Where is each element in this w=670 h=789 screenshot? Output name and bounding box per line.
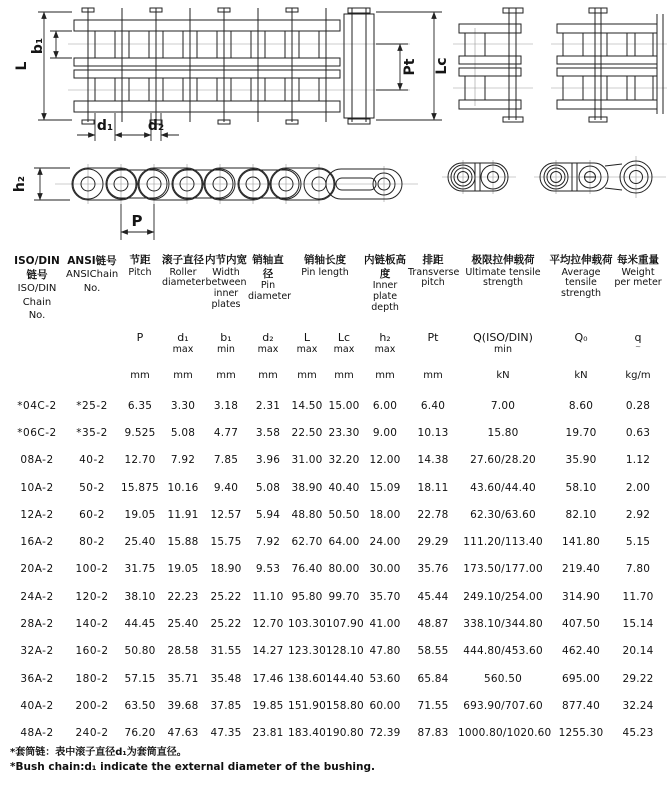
- cell: 32A-2: [20, 645, 54, 658]
- dim-label-P: P: [131, 212, 143, 230]
- cell: 15.80: [487, 426, 519, 439]
- symbol-pin-diameter: d₂ max: [257, 331, 279, 355]
- cell: 3.58: [255, 426, 281, 439]
- symbol-ultimate-strength: Q(ISO/DIN) min: [473, 331, 533, 355]
- col-header-inner-plate-depth: 内链板高度 Inner plate depth: [364, 254, 407, 313]
- cell: 19.05: [167, 563, 199, 576]
- symbol-average-strength: Q₀: [574, 331, 588, 344]
- cell: 9.00: [372, 426, 398, 439]
- cell: 240-2: [75, 727, 109, 740]
- cell: 27.60/28.20: [470, 454, 536, 467]
- cell: 141.80: [562, 536, 600, 549]
- cell: 8.60: [568, 399, 594, 412]
- cell: 200-2: [75, 699, 109, 712]
- cell: 40.40: [328, 481, 360, 494]
- unit-pin-length-L: mm: [297, 370, 317, 381]
- table-row: [8, 447, 662, 474]
- table-row: [8, 501, 662, 528]
- cell: 72.39: [369, 727, 401, 740]
- cell: 462.40: [562, 645, 600, 658]
- cell: 60-2: [79, 508, 105, 521]
- cell: 44.45: [124, 618, 156, 631]
- cell: 12.00: [369, 454, 401, 467]
- cell: 3.18: [213, 399, 239, 412]
- symbol-roller-diameter: d₁ max: [172, 331, 194, 355]
- cell: 41.00: [369, 618, 401, 631]
- col-header-average-tensile-strength: 平均拉伸载荷 Average tensile strength: [549, 254, 613, 299]
- cell: 144.40: [326, 672, 364, 685]
- cell: 9.40: [213, 481, 239, 494]
- cell: 58.55: [417, 645, 449, 658]
- cell: 4.77: [213, 426, 239, 439]
- cell: 107.90: [326, 618, 364, 631]
- cell: 38.90: [291, 481, 323, 494]
- cell: 22.50: [291, 426, 323, 439]
- cell: 6.35: [127, 399, 153, 412]
- unit-pitch: mm: [130, 370, 150, 381]
- table-row: [8, 556, 662, 583]
- cell: 219.40: [562, 563, 600, 576]
- cell: 25.22: [210, 618, 242, 631]
- cell: 140-2: [75, 618, 109, 631]
- cell: 15.00: [328, 399, 360, 412]
- cell: 15.09: [369, 481, 401, 494]
- cell: 1.12: [625, 454, 651, 467]
- cell: 7.92: [255, 536, 281, 549]
- cell: 158.80: [326, 699, 364, 712]
- cell: 47.35: [210, 727, 242, 740]
- table-row: [8, 692, 662, 719]
- cell: 10A-2: [20, 481, 54, 494]
- cell: 183.40: [288, 727, 326, 740]
- cell: 19.70: [565, 426, 597, 439]
- cell: 877.40: [562, 699, 600, 712]
- cell: 3.96: [255, 454, 281, 467]
- cell: 60.00: [369, 699, 401, 712]
- cell: 9.53: [255, 563, 281, 576]
- cell: 0.28: [625, 399, 651, 412]
- cell: 444.80/453.60: [463, 645, 543, 658]
- cell: 32.24: [622, 699, 654, 712]
- cell: 31.55: [210, 645, 242, 658]
- col-header-iso-chain-no: ISO/DIN 链号 ISO/DIN Chain No.: [14, 255, 60, 322]
- cell: 48.80: [291, 508, 323, 521]
- cell: 25.40: [124, 536, 156, 549]
- cell: 11.70: [622, 590, 654, 603]
- cell: 693.90/707.60: [463, 699, 543, 712]
- cell: 2.31: [255, 399, 281, 412]
- cell: 12.70: [252, 618, 284, 631]
- cell: 35.71: [167, 672, 199, 685]
- cell: *35-2: [76, 426, 108, 439]
- cell: 151.90: [288, 699, 326, 712]
- cell: 35.90: [565, 454, 597, 467]
- connecting-link-section-diagrams: [445, 0, 670, 148]
- table-body: [8, 392, 662, 747]
- col-header-pin-diameter: 销轴直径 Pin diameter: [248, 254, 292, 302]
- symbol-weight: q ~: [634, 331, 642, 351]
- cell: 35.48: [210, 672, 242, 685]
- chain-spec-table: [8, 252, 662, 747]
- cell: 62.30/63.60: [470, 508, 536, 521]
- cell: 17.46: [252, 672, 284, 685]
- cell: 24A-2: [20, 590, 54, 603]
- cell: 28.58: [167, 645, 199, 658]
- cell: 35.76: [417, 563, 449, 576]
- col-header-roller-diameter: 滚子直径 Roller diameter: [162, 254, 206, 289]
- cell: 18.11: [417, 481, 449, 494]
- dim-label-L: L: [14, 61, 30, 71]
- cell: 173.50/177.00: [463, 563, 543, 576]
- cell: 11.10: [252, 590, 284, 603]
- cell: 103.30: [288, 618, 326, 631]
- unit-inner-plate-depth: mm: [375, 370, 395, 381]
- symbol-inner-width: b₁ min: [217, 331, 235, 355]
- dim-label-d1: d₁: [96, 118, 114, 134]
- col-header-pitch: 节距 Pitch: [128, 254, 152, 278]
- cell: 2.92: [625, 508, 651, 521]
- unit-roller-diameter: mm: [173, 370, 193, 381]
- cell: 128.10: [326, 645, 364, 658]
- cell: 100-2: [75, 563, 109, 576]
- cell: 47.63: [167, 727, 199, 740]
- cell: 190.80: [326, 727, 364, 740]
- cell: 31.75: [124, 563, 156, 576]
- table-row: [8, 528, 662, 555]
- table-row: [8, 392, 662, 419]
- cell: 138.60: [288, 672, 326, 685]
- col-header-weight-per-meter: 每米重量 Weight per meter: [614, 254, 662, 289]
- table-row: [8, 638, 662, 665]
- cell: 36A-2: [20, 672, 54, 685]
- cell: 28A-2: [20, 618, 54, 631]
- table-header: [8, 252, 662, 392]
- cell: 53.60: [369, 672, 401, 685]
- symbol-pin-length-L: L max: [296, 331, 318, 355]
- cell: 18.00: [369, 508, 401, 521]
- cell: 40A-2: [20, 699, 54, 712]
- cell: 58.10: [565, 481, 597, 494]
- cell: 23.81: [252, 727, 284, 740]
- cell: 45.44: [417, 590, 449, 603]
- cell: 6.00: [372, 399, 398, 412]
- table-row: [8, 419, 662, 446]
- cell: 95.80: [291, 590, 323, 603]
- cell: 76.20: [124, 727, 156, 740]
- table-row: [8, 665, 662, 692]
- cell: 5.94: [255, 508, 281, 521]
- cell: 120-2: [75, 590, 109, 603]
- cell: 87.83: [417, 727, 449, 740]
- cell: 64.00: [328, 536, 360, 549]
- cell: 249.10/254.00: [463, 590, 543, 603]
- cell: 38.10: [124, 590, 156, 603]
- cell: 82.10: [565, 508, 597, 521]
- cell: 6.40: [420, 399, 446, 412]
- cell: 29.29: [417, 536, 449, 549]
- cell: 5.08: [255, 481, 281, 494]
- cell: 63.50: [124, 699, 156, 712]
- footnote-chinese: *套筒链：表中滚子直径d₁为套筒直径。: [10, 747, 187, 758]
- table-row: [8, 583, 662, 610]
- cell: 20A-2: [20, 563, 54, 576]
- footnotes: [10, 746, 375, 774]
- symbol-transverse-pitch: Pt: [427, 331, 439, 344]
- chain-side-view-diagram: [0, 142, 445, 252]
- cell: 7.85: [213, 454, 239, 467]
- cell: *06C-2: [17, 426, 57, 439]
- cell: 80.00: [328, 563, 360, 576]
- cell: 24.00: [369, 536, 401, 549]
- cell: 50-2: [79, 481, 105, 494]
- cell: 10.13: [417, 426, 449, 439]
- cell: 15.75: [210, 536, 242, 549]
- cell: 3.30: [170, 399, 196, 412]
- cell: 23.30: [328, 426, 360, 439]
- table-row: [8, 610, 662, 637]
- cell: 7.92: [170, 454, 196, 467]
- cell: 31.00: [291, 454, 323, 467]
- dim-label-h2: h₂: [12, 175, 28, 193]
- unit-inner-width: mm: [216, 370, 236, 381]
- cell: 39.68: [167, 699, 199, 712]
- cell: 14.38: [417, 454, 449, 467]
- cell: 18.90: [210, 563, 242, 576]
- cell: 15.88: [167, 536, 199, 549]
- cell: 35.70: [369, 590, 401, 603]
- cell: 45.23: [622, 727, 654, 740]
- cell: 47.80: [369, 645, 401, 658]
- unit-pin-diameter: mm: [258, 370, 278, 381]
- cell: 7.00: [490, 399, 516, 412]
- dim-label-b1: b₁: [30, 37, 46, 55]
- symbol-pitch: P: [136, 331, 144, 344]
- footnote-english: *Bush chain:d₁ indicate the external diameter of the bushing.: [10, 760, 376, 773]
- unit-ultimate-strength: kN: [496, 370, 510, 381]
- cell: 20.14: [622, 645, 654, 658]
- cell: 15.875: [121, 481, 159, 494]
- cell: 65.84: [417, 672, 449, 685]
- cell: 0.63: [625, 426, 651, 439]
- cell: 08A-2: [20, 454, 54, 467]
- cell: 40-2: [79, 454, 105, 467]
- cell: 22.78: [417, 508, 449, 521]
- link-side-view-diagrams: [440, 142, 670, 252]
- cell: 7.80: [625, 563, 651, 576]
- symbol-pin-length-Lc: Lc max: [333, 331, 355, 355]
- cell: 14.27: [252, 645, 284, 658]
- cell: 43.60/44.40: [470, 481, 536, 494]
- cell: 71.55: [417, 699, 449, 712]
- cell: *04C-2: [17, 399, 57, 412]
- cell: 16A-2: [20, 536, 54, 549]
- cell: 48A-2: [20, 727, 54, 740]
- dim-label-d2: d₂: [147, 118, 165, 134]
- dim-label-Lc: Lc: [434, 57, 450, 75]
- cell: 695.00: [562, 672, 600, 685]
- cell: 22.23: [167, 590, 199, 603]
- cell: 25.40: [167, 618, 199, 631]
- cell: 338.10/344.80: [463, 618, 543, 631]
- unit-average-strength: kN: [574, 370, 588, 381]
- cell: 14.50: [291, 399, 323, 412]
- cell: 160-2: [75, 645, 109, 658]
- cell: 50.80: [124, 645, 156, 658]
- cell: 11.91: [167, 508, 199, 521]
- dim-label-Pt: Pt: [402, 58, 418, 76]
- table-row: [8, 474, 662, 501]
- cell: 123.30: [288, 645, 326, 658]
- cell: 37.85: [210, 699, 242, 712]
- cell: 9.525: [124, 426, 156, 439]
- cell: 407.50: [562, 618, 600, 631]
- cell: 180-2: [75, 672, 109, 685]
- cell: *25-2: [76, 399, 108, 412]
- unit-weight: kg/m: [625, 370, 651, 381]
- cell: 5.15: [625, 536, 651, 549]
- col-header-pin-length: 销轴长度 Pin length: [301, 254, 349, 278]
- cell: 80-2: [79, 536, 105, 549]
- cell: 32.20: [328, 454, 360, 467]
- cell: 2.00: [625, 481, 651, 494]
- symbol-inner-plate-depth: h₂ max: [374, 331, 396, 355]
- cell: 12.70: [124, 454, 156, 467]
- cell: 111.20/113.40: [463, 536, 543, 549]
- cell: 5.08: [170, 426, 196, 439]
- cell: 99.70: [328, 590, 360, 603]
- col-header-transverse-pitch: 排距 Transverse pitch: [408, 254, 460, 289]
- cell: 30.00: [369, 563, 401, 576]
- cell: 1000.80/1020.60: [458, 727, 552, 740]
- cell: 12.57: [210, 508, 242, 521]
- cell: 50.50: [328, 508, 360, 521]
- cell: 76.40: [291, 563, 323, 576]
- cell: 12A-2: [20, 508, 54, 521]
- duplex-chain-plan-view-diagram: [0, 0, 450, 148]
- cell: 314.90: [562, 590, 600, 603]
- table-row: [8, 720, 662, 747]
- col-header-ultimate-tensile-strength: 极限拉伸载荷 Ultimate tensile strength: [465, 254, 541, 289]
- cell: 560.50: [484, 672, 522, 685]
- cell: 48.87: [417, 618, 449, 631]
- cell: 19.05: [124, 508, 156, 521]
- col-header-inner-width: 内节内宽 Width between inner plates: [205, 254, 247, 310]
- cell: 57.15: [124, 672, 156, 685]
- unit-transverse-pitch: mm: [423, 370, 443, 381]
- cell: 25.22: [210, 590, 242, 603]
- cell: 15.14: [622, 618, 654, 631]
- cell: 1255.30: [558, 727, 604, 740]
- cell: 29.22: [622, 672, 654, 685]
- cell: 10.16: [167, 481, 199, 494]
- cell: 19.85: [252, 699, 284, 712]
- unit-pin-length-Lc: mm: [334, 370, 354, 381]
- cell: 62.70: [291, 536, 323, 549]
- col-header-ansi-chain-no: ANSI链号 ANSIChain No.: [66, 255, 119, 294]
